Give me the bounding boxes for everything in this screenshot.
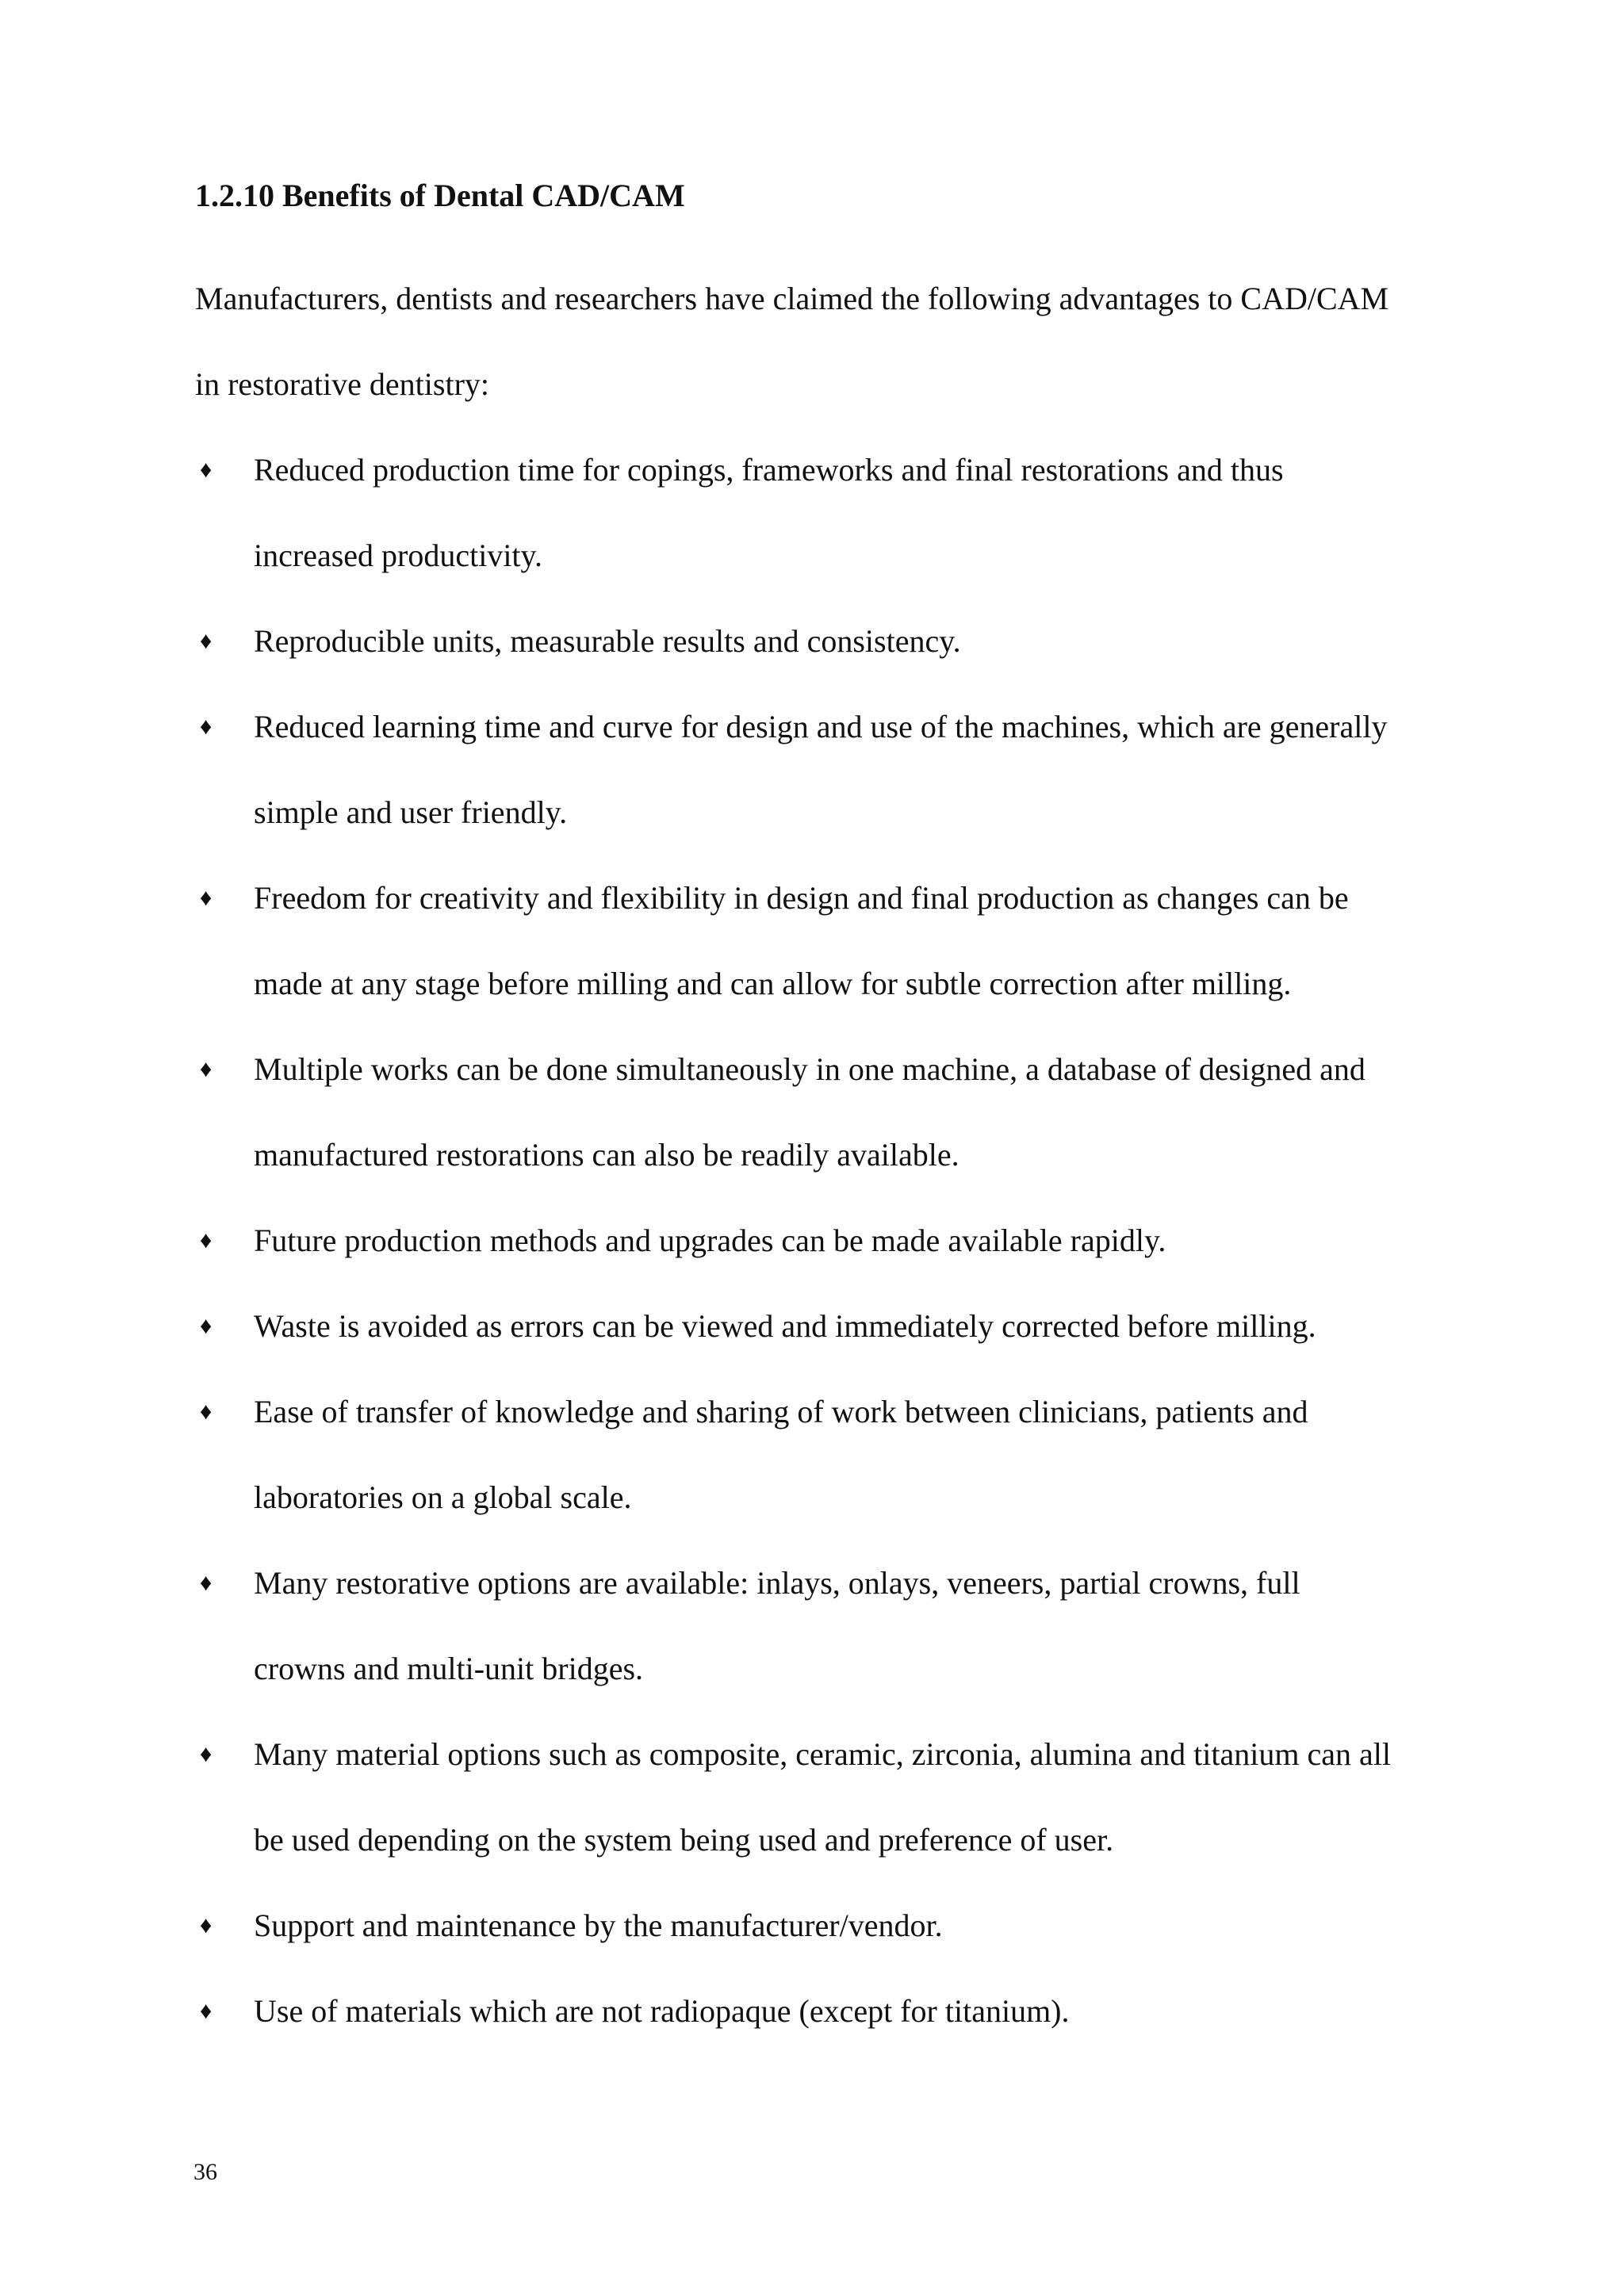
list-item-text: Support and maintenance by the manufacturer/vendor. xyxy=(254,1908,943,1943)
list-item xyxy=(195,1198,1480,1284)
list-item xyxy=(195,1369,1480,1540)
list-item-text: Ease of transfer of knowledge and sharing of work between clinicians, patients and xyxy=(254,1394,1308,1429)
section-heading: 1.2.10 Benefits of Dental CAD/CAM xyxy=(195,178,685,213)
list-item-text: manufactured restorations can also be readily available. xyxy=(254,1137,959,1173)
benefits-list xyxy=(195,427,1480,2054)
list-item-text: simple and user friendly. xyxy=(254,794,568,830)
list-item xyxy=(195,684,1480,855)
page-number: 36 xyxy=(193,2159,217,2185)
diamond-bullet-icon: ♦ xyxy=(200,457,213,483)
list-item-text: made at any stage before milling and can allow for subtle correction after milling. xyxy=(254,966,1292,1001)
list-item-text: Multiple works can be done simultaneously in one machine, a database of designed and xyxy=(254,1051,1365,1087)
list-item-text: crowns and multi-unit bridges. xyxy=(254,1651,644,1686)
list-item xyxy=(195,855,1480,1027)
list-item xyxy=(195,1027,1480,1198)
list-item-text: Reproducible units, measurable results and consistency. xyxy=(254,623,961,659)
list-item-text: Freedom for creativity and flexibility in design and final production as changes can be xyxy=(254,880,1349,916)
list-item-text: laboratories on a global scale. xyxy=(254,1479,632,1515)
list-item-text: Many restorative options are available: inlays, onlays, veneers, partial crowns, full xyxy=(254,1565,1300,1601)
list-item xyxy=(195,1540,1480,1712)
list-item-text: Reduced production time for copings, frameworks and final restorations and thus xyxy=(254,452,1284,488)
list-item xyxy=(195,1883,1480,1969)
list-item xyxy=(195,599,1480,684)
list-item-text: Reduced learning time and curve for design and use of the machines, which are generally xyxy=(254,709,1388,744)
list-item-text: increased productivity. xyxy=(254,538,542,573)
diamond-bullet-icon: ♦ xyxy=(200,1227,213,1253)
diamond-bullet-icon: ♦ xyxy=(200,1912,213,1938)
list-item xyxy=(195,427,1480,599)
intro-line: in restorative dentistry: xyxy=(195,366,490,402)
diamond-bullet-icon: ♦ xyxy=(200,1399,213,1425)
list-item-text: Use of materials which are not radiopaque (except for titanium). xyxy=(254,1993,1070,2029)
list-item xyxy=(195,1712,1480,1883)
diamond-bullet-icon: ♦ xyxy=(200,1741,213,1767)
list-item xyxy=(195,1969,1480,2054)
diamond-bullet-icon: ♦ xyxy=(200,1570,213,1596)
intro-paragraph xyxy=(195,256,1456,427)
diamond-bullet-icon: ♦ xyxy=(200,1056,213,1082)
list-item-text: Future production methods and upgrades can be made available rapidly. xyxy=(254,1223,1166,1258)
diamond-bullet-icon: ♦ xyxy=(200,1998,213,2024)
list-item xyxy=(195,1284,1480,1369)
diamond-bullet-icon: ♦ xyxy=(200,714,213,740)
diamond-bullet-icon: ♦ xyxy=(200,628,213,654)
diamond-bullet-icon: ♦ xyxy=(200,1313,213,1339)
list-item-text: Waste is avoided as errors can be viewed and immediately corrected before milling. xyxy=(254,1308,1316,1344)
diamond-bullet-icon: ♦ xyxy=(200,885,213,911)
intro-line: Manufacturers, dentists and researchers have claimed the following advantages to CAD/CAM xyxy=(195,281,1389,316)
list-item-text: be used depending on the system being used and preference of user. xyxy=(254,1822,1114,1858)
list-item-text: Many material options such as composite, ceramic, zirconia, alumina and titanium can all xyxy=(254,1736,1391,1772)
